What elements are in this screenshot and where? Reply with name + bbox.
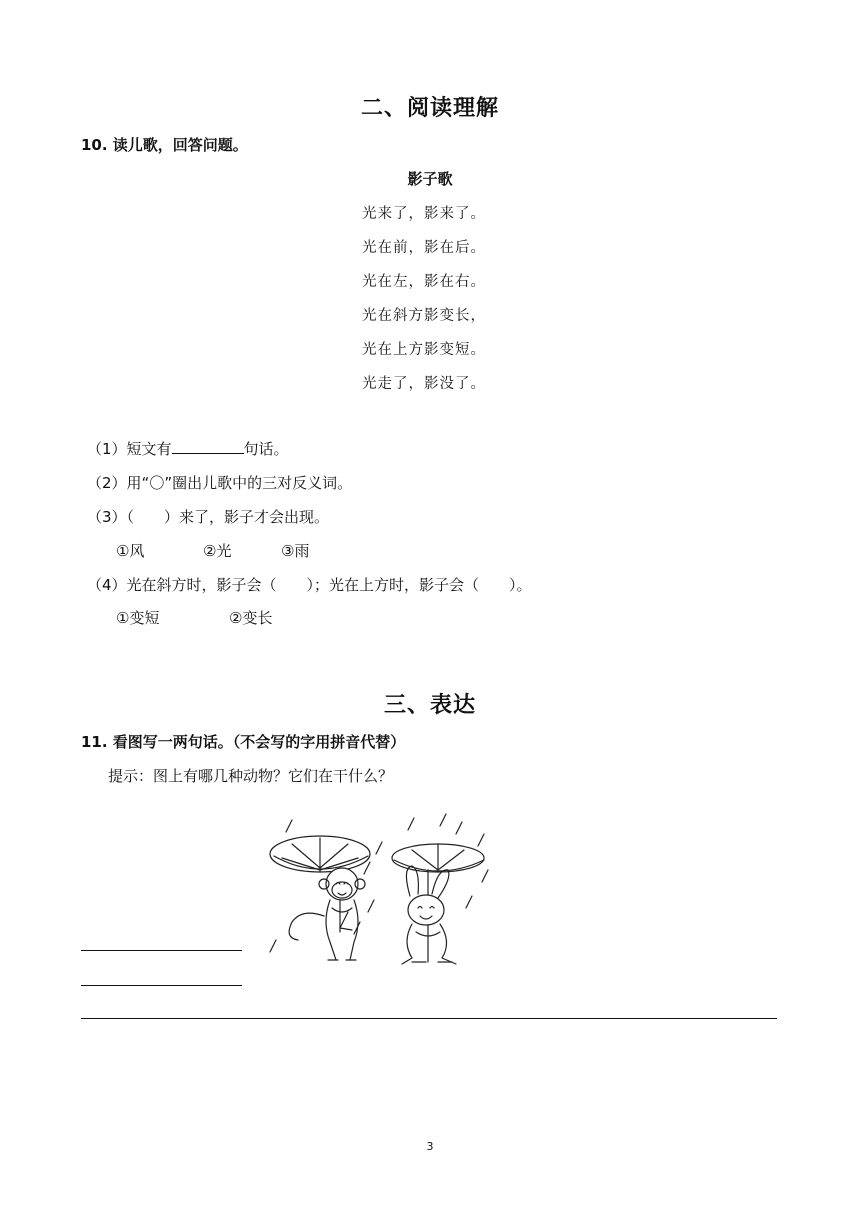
q10-title: 10. 读儿歌，回答问题。 bbox=[81, 136, 248, 154]
q10-sub3: （3）（ ）来了，影子才会出现。 bbox=[87, 508, 330, 526]
q10-sub4-option: ①变短 bbox=[116, 609, 160, 627]
monkey-rabbit-lotus-rain-illustration bbox=[262, 812, 494, 972]
q10-sub2: （2）用“〇”圈出儿歌中的三对反义词。 bbox=[87, 474, 353, 492]
writing-line[interactable] bbox=[81, 1018, 777, 1019]
poem-line: 光来了，影来了。 bbox=[362, 206, 486, 222]
monkey-icon bbox=[289, 868, 365, 960]
poem-line: 光在上方影变短。 bbox=[362, 342, 486, 358]
q10-sub3-option: ②光 bbox=[203, 542, 232, 560]
poem-line: 光在左，影在右。 bbox=[362, 274, 486, 290]
q10-sub1 bbox=[87, 438, 289, 459]
rabbit-icon bbox=[402, 866, 456, 964]
rain-icon bbox=[270, 814, 488, 952]
q11-hint: 提示：图上有哪几种动物？它们在干什么？ bbox=[108, 767, 394, 785]
q10-sub4: （4）光在斜方时，影子会（ ）；光在上方时，影子会（ ）。 bbox=[87, 576, 532, 594]
q10-sub1-suffix: 句话。 bbox=[243, 440, 289, 458]
q10-sub4-option: ②变长 bbox=[229, 609, 273, 627]
q10-sub3-option: ③雨 bbox=[281, 542, 310, 560]
q11-title: 11. 看图写一两句话。（不会写的字用拼音代替） bbox=[81, 733, 406, 751]
writing-line[interactable] bbox=[81, 985, 242, 986]
poem-line: 光在前，影在后。 bbox=[362, 240, 486, 256]
page-number: 3 bbox=[426, 1140, 434, 1153]
poem-line: 光走了，影没了。 bbox=[362, 376, 486, 392]
section3-title: 三、表达 bbox=[383, 693, 476, 718]
answer-blank[interactable] bbox=[172, 439, 244, 454]
writing-line[interactable] bbox=[81, 950, 242, 951]
poem-line: 光在斜方影变长， bbox=[362, 308, 486, 324]
poem-title: 影子歌 bbox=[407, 170, 453, 188]
section2-title: 二、阅读理解 bbox=[360, 96, 499, 121]
q10-sub1-prefix: （1）短文有 bbox=[87, 440, 172, 458]
q10-sub3-option: ①风 bbox=[116, 542, 145, 560]
